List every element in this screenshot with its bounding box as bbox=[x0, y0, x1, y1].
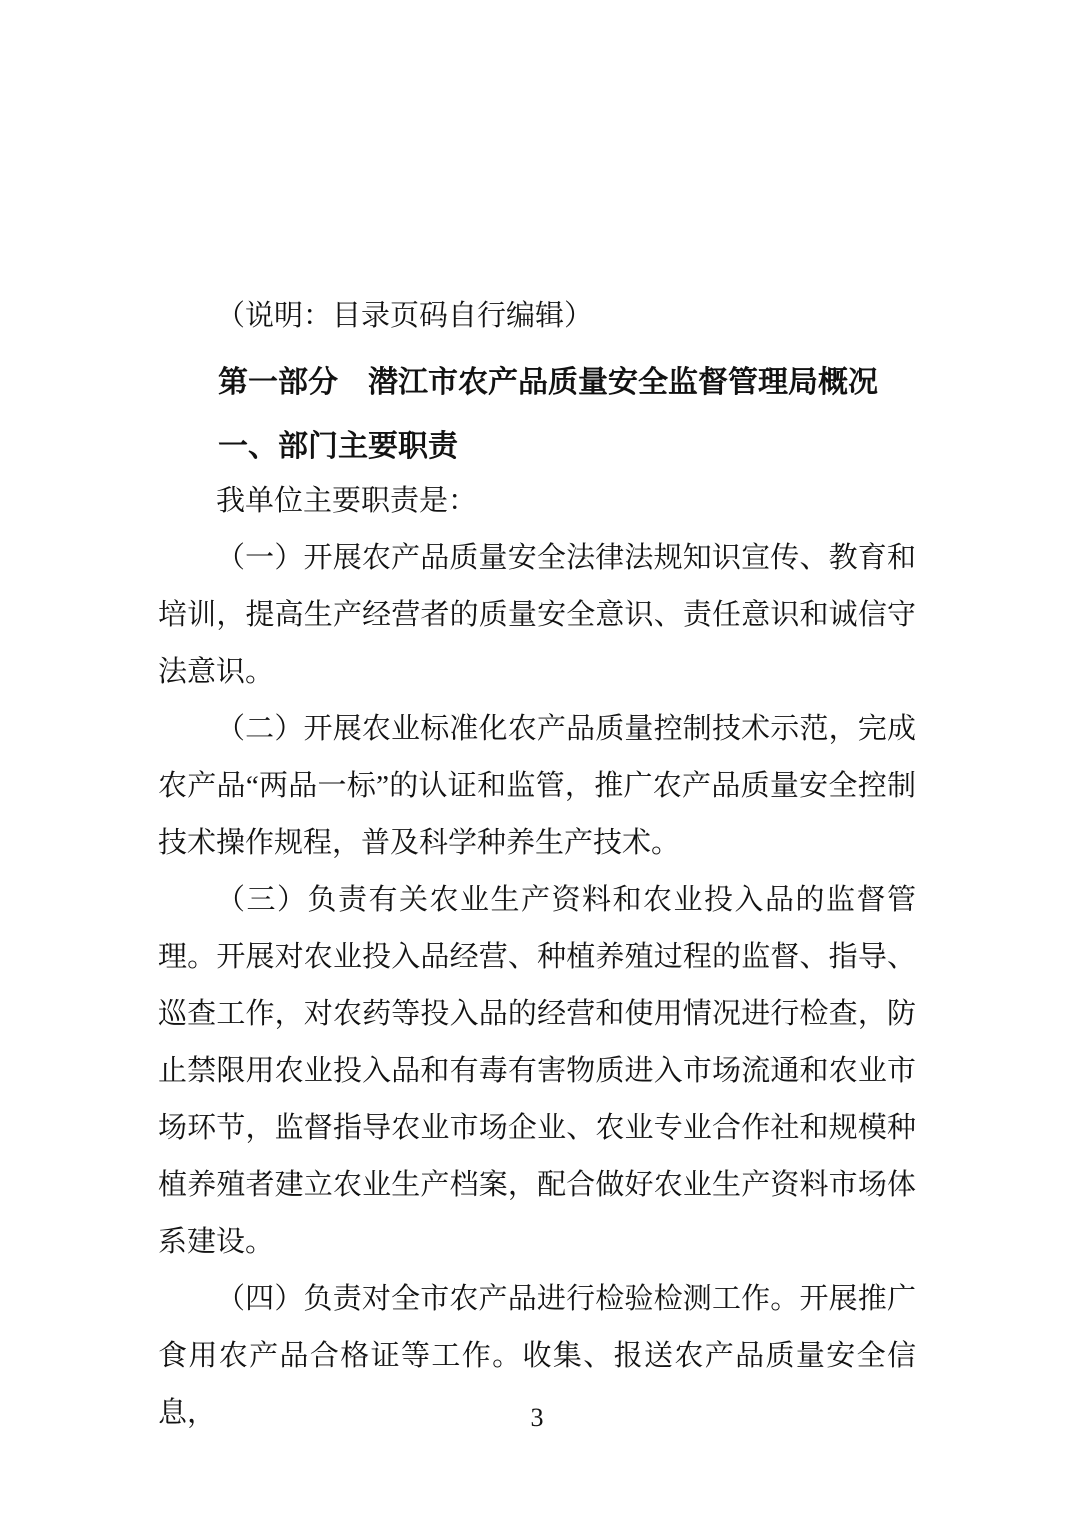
page-number: 3 bbox=[530, 1403, 544, 1432]
paragraph-duty-2: （二）开展农业标准化农产品质量控制技术示范，完成农产品“两品一标”的认证和监管，推广农产品质量安全控制技术操作规程，普及科学种养生产技术。 bbox=[158, 713, 916, 859]
section-heading: 一、部门主要职责 bbox=[218, 430, 458, 463]
paragraph-duty-3: （三）负责有关农业生产资料和农业投入品的监督管理。开展对农业投入品经营、种植养殖过程的监督、指导、巡查工作，对农药等投入品的经营和使用情况进行检查，防止禁限用农业投入品和有毒有害物质进入市场流通和农业市场环节，监督指导农业市场企业、农业专业合作社和规模种植养殖者建立农业生产档案，配合做好农业生产资料市场体系建设。 bbox=[158, 884, 916, 1258]
toc-note-line: （说明：目录页码自行编辑） bbox=[216, 300, 594, 332]
intro-line: 我单位主要职责是： bbox=[216, 485, 478, 517]
paragraph-duty-4: （四）负责对全市农产品进行检验检测工作。开展推广食用农产品合格证等工作。收集、报送农产品质量安全信息， bbox=[158, 1283, 916, 1429]
paragraph-duty-1: （一）开展农产品质量安全法律法规知识宣传、教育和培训，提高生产经营者的质量安全意识、责任意识和诚信守法意识。 bbox=[158, 542, 916, 688]
part-heading: 第一部分 潜江市农产品质量安全监督管理局概况 bbox=[218, 366, 878, 399]
